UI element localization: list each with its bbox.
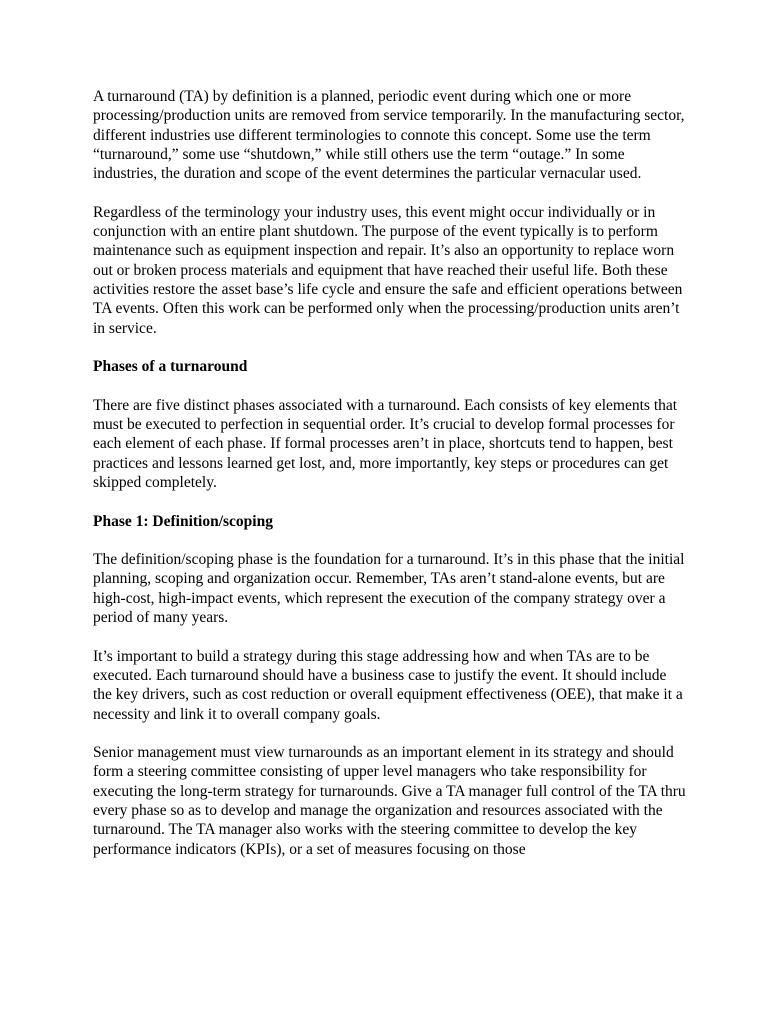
heading-phases: Phases of a turnaround <box>93 358 248 376</box>
paragraph-definition-scoping: The definition/scoping phase is the foundation for a turnaround. It’s in this phase that the initial planning, scoping and organization occur. Remember, TAs aren’t stand-alone events, but are high-cost, high-impact events, which represent the execution of the company strategy over a period of many years. <box>93 551 685 627</box>
paragraph-five-phases: There are five distinct phases associated with a turnaround. Each consists of key elements that must be executed to perfection in sequential order. It’s crucial to develop formal processes for each element of each phase. If formal processes aren’t in place, shortcuts tend to happen, best practices and lessons learned get lost, and, more importantly, key steps or procedures can get skipped completely. <box>93 396 678 491</box>
paragraph-strategy: It’s important to build a strategy during this stage addressing how and when TAs are to be executed. Each turnaround should have a business case to justify the event. It should include the key drivers, such as cost reduction or overall equipment effectiveness (OEE), that make it a necessity and link it to overall company goals. <box>93 647 683 723</box>
document-page <box>93 87 689 878</box>
paragraph-terminology: Regardless of the terminology your industry uses, this event might occur individually or in conjunction with an entire plant shutdown. The purpose of the event typically is to perform maintenance such as equipment inspection and repair. It’s also an opportunity to replace worn out or broken process materials and equipment that have reached their useful life. Both these activities restore the asset base’s life cycle and ensure the safe and efficient operations between TA events. Often this work can be performed only when the processing/production units aren’t in service. <box>93 203 683 337</box>
heading-phase-1: Phase 1: Definition/scoping <box>93 512 273 530</box>
paragraph-senior-management: Senior management must view turnarounds as an important element in its strategy and should form a steering committee consisting of upper level managers who take responsibility for executing the long-term strategy for turnarounds. Give a TA manager full control of the TA thru every phase so as to develop and manage the organization and resources associated with the turnaround. The TA manager also works with the steering committee to develop the key performance indicators (KPIs), or a set of measures focusing on those <box>93 744 686 858</box>
paragraph-turnaround-definition: A turnaround (TA) by definition is a planned, periodic event during which one or more processing/production units are removed from service temporarily. In the manufacturing sector, different industries use different terminologies to connote this concept. Some use the term “turnaround,” some use “shutdown,” while still others use the term “outage.” In some industries, the duration and scope of the event determines the particular vernacular used. <box>93 88 685 183</box>
